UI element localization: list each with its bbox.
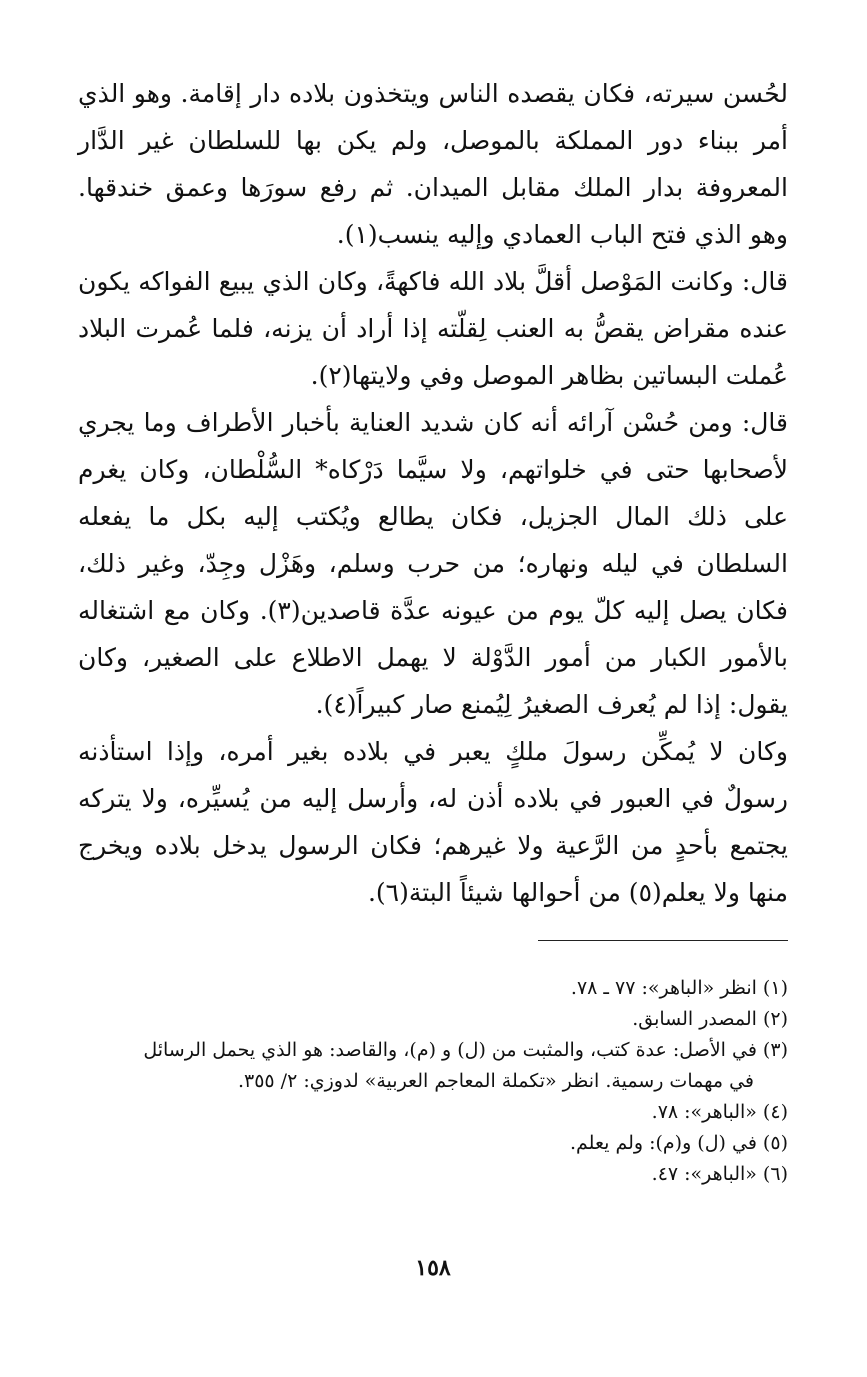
page-number: ١٥٨ [415, 1255, 451, 1281]
paragraph-4: وكان لا يُمكِّن رسولَ ملكٍ يعبر في بلاده بغير أمره، وإذا استأذنه رسولٌ في العبور في بلاده أذن له، وأرسل إليه من يُسيِّره، ولا يتركه يجتمع بأحدٍ من الرَّعية ولا غيرهم؛ فكان الرسول يدخل بلاده ويخرج منها ولا يعلم(٥) من أحوالها شيئاً البتة(٦). [78, 737, 788, 907]
book-page [78, 70, 788, 1310]
footnote-1: (١) انظر «الباهر»: ٧٧ ـ ٧٨. [570, 977, 788, 999]
paragraph-2: قال: وكانت المَوْصل أقلَّ بلاد الله فاكهةً، وكان الذي يبيع الفواكه يكون عنده مقراض يقصُّ به العنب لِقلّته إذا أراد أن يزنه، فلما عُمرت البلاد عُملت البساتين بظاهر الموصل وفي ولايتها(٢). [78, 267, 788, 390]
paragraph-1: لحُسن سيرته، فكان يقصده الناس ويتخذون بلاده دار إقامة. وهو الذي أمر ببناء دور المملكة بالموصل، ولم يكن بها للسلطان غير الدَّار المعروفة بدار الملك مقابل الميدان. ثم رفع سورَها وعمق خندقها. وهو الذي فتح الباب العمادي وإليه ينسب(١). [78, 79, 788, 249]
main-text [78, 70, 788, 916]
footnote-4: (٤) «الباهر»: ٧٨. [651, 1101, 788, 1123]
footnote-3: (٣) في الأصل: عدة كتب، والمثبت من (ل) و (م)، والقاصد: هو الذي يحمل الرسائل [143, 1039, 788, 1061]
paragraph-3: قال: ومن حُسْن آرائه أنه كان شديد العناية بأخبار الأطراف وما يجري لأصحابها حتى في خلواتهم، ولا سيَّما دَرْكاه* السُّلْطان، وكان يغرم على ذلك المال الجزيل، فكان يطالع ويُكتب إليه بكل ما يفعله السلطان في ليله ونهاره؛ من حرب وسلم، وهَزْل وجِدّ، وغير ذلك، فكان يصل إليه كلّ يوم من عيونه عدَّة قاصدين(٣). وكان مع اشتغاله بالأمور الكبار من أمور الدَّوْلة لا يهمل الاطلاع على الصغير، وكان يقول: إذا لم يُعرف الصغيرُ لِيُمنع صار كبيراً(٤). [78, 408, 788, 719]
footnote-2: (٢) المصدر السابق. [632, 1008, 788, 1030]
footnote-5: (٥) في (ل) و(م): ولم يعلم. [569, 1132, 788, 1154]
footnotes [78, 973, 788, 1190]
footnote-6: (٦) «الباهر»: ٤٧. [651, 1163, 788, 1185]
footnote-divider [538, 940, 788, 941]
footnote-3-continuation: في مهمات رسمية. انظر «تكملة المعاجم العربية» لدوزي: ٢/ ٣٥٥. [237, 1070, 754, 1092]
